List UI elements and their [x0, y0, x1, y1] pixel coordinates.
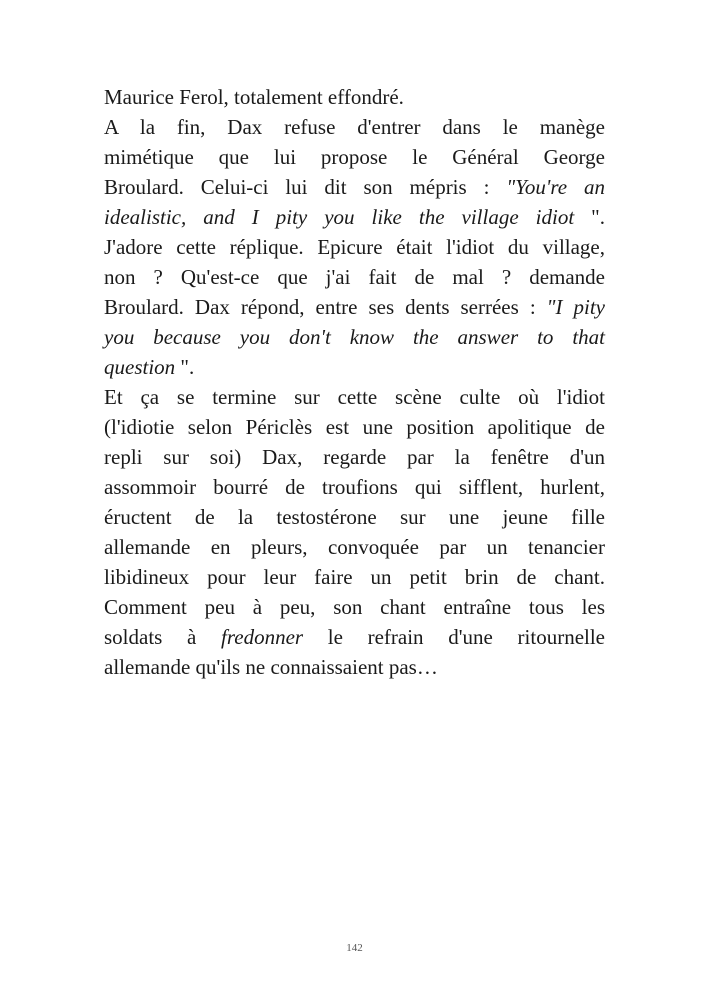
- text-run: le refrain d'une ritournelle: [303, 625, 605, 649]
- text-line: [104, 502, 605, 532]
- text-line: [104, 652, 605, 682]
- text-run: mimétique que lui propose le Général George: [104, 145, 605, 169]
- text-run: Comment peu à peu, son chant entraîne tous les: [104, 595, 605, 619]
- text-run: Maurice Ferol, totalement effondré.: [104, 85, 404, 109]
- body-text: [104, 82, 605, 682]
- text-run: assommoir bourré de troufions qui sifflent, hurlent,: [104, 475, 605, 499]
- text-run: libidineux pour leur faire un petit brin de chant.: [104, 565, 605, 589]
- paragraph: [104, 382, 605, 682]
- text-run: Broulard. Dax répond, entre ses dents serrées :: [104, 295, 547, 319]
- text-run: soldats à: [104, 625, 222, 649]
- text-line: [104, 622, 605, 652]
- text-line: [104, 232, 605, 262]
- paragraph: [104, 82, 605, 112]
- text-line: [104, 592, 605, 622]
- italic-text: "You're an: [506, 175, 605, 199]
- text-line: [104, 322, 605, 352]
- italic-text: you because you don't know the answer to that: [104, 325, 605, 349]
- text-run: A la fin, Dax refuse d'entrer dans le manège: [104, 115, 605, 139]
- text-line: [104, 142, 605, 172]
- text-run: allemande qu'ils ne connaissaient pas…: [104, 655, 438, 679]
- text-line: [104, 472, 605, 502]
- text-run: non ? Qu'est-ce que j'ai fait de mal ? demande: [104, 265, 605, 289]
- text-run: ".: [591, 205, 605, 229]
- text-line: [104, 352, 605, 382]
- text-line: [104, 262, 605, 292]
- text-line: [104, 412, 605, 442]
- text-line: [104, 112, 605, 142]
- text-run: Broulard. Celui-ci lui dit son mépris :: [104, 175, 507, 199]
- italic-text: idealistic, and I pity you like the village idiot: [104, 205, 592, 229]
- italic-text: question: [104, 355, 181, 379]
- text-line: [104, 562, 605, 592]
- text-run: éructent de la testostérone sur une jeune fille: [104, 505, 605, 529]
- page-number: 142: [346, 942, 363, 954]
- text-run: ".: [180, 355, 195, 379]
- italic-text: "I pity: [546, 295, 605, 319]
- text-run: repli sur soi) Dax, regarde par la fenêtre d'un: [104, 445, 605, 469]
- text-line: [104, 382, 605, 412]
- text-run: allemande en pleurs, convoquée par un tenancier: [104, 535, 605, 559]
- italic-text: fredonner: [221, 625, 304, 649]
- text-line: [104, 202, 605, 232]
- text-run: J'adore cette réplique. Epicure était l'idiot du village,: [104, 235, 605, 259]
- text-line: [104, 82, 605, 112]
- paragraph: [104, 112, 605, 382]
- text-line: [104, 292, 605, 322]
- text-line: [104, 442, 605, 472]
- text-line: [104, 172, 605, 202]
- text-line: [104, 532, 605, 562]
- text-run: (l'idiotie selon Périclès est une position apolitique de: [104, 415, 605, 439]
- text-run: Et ça se termine sur cette scène culte où l'idiot: [104, 385, 605, 409]
